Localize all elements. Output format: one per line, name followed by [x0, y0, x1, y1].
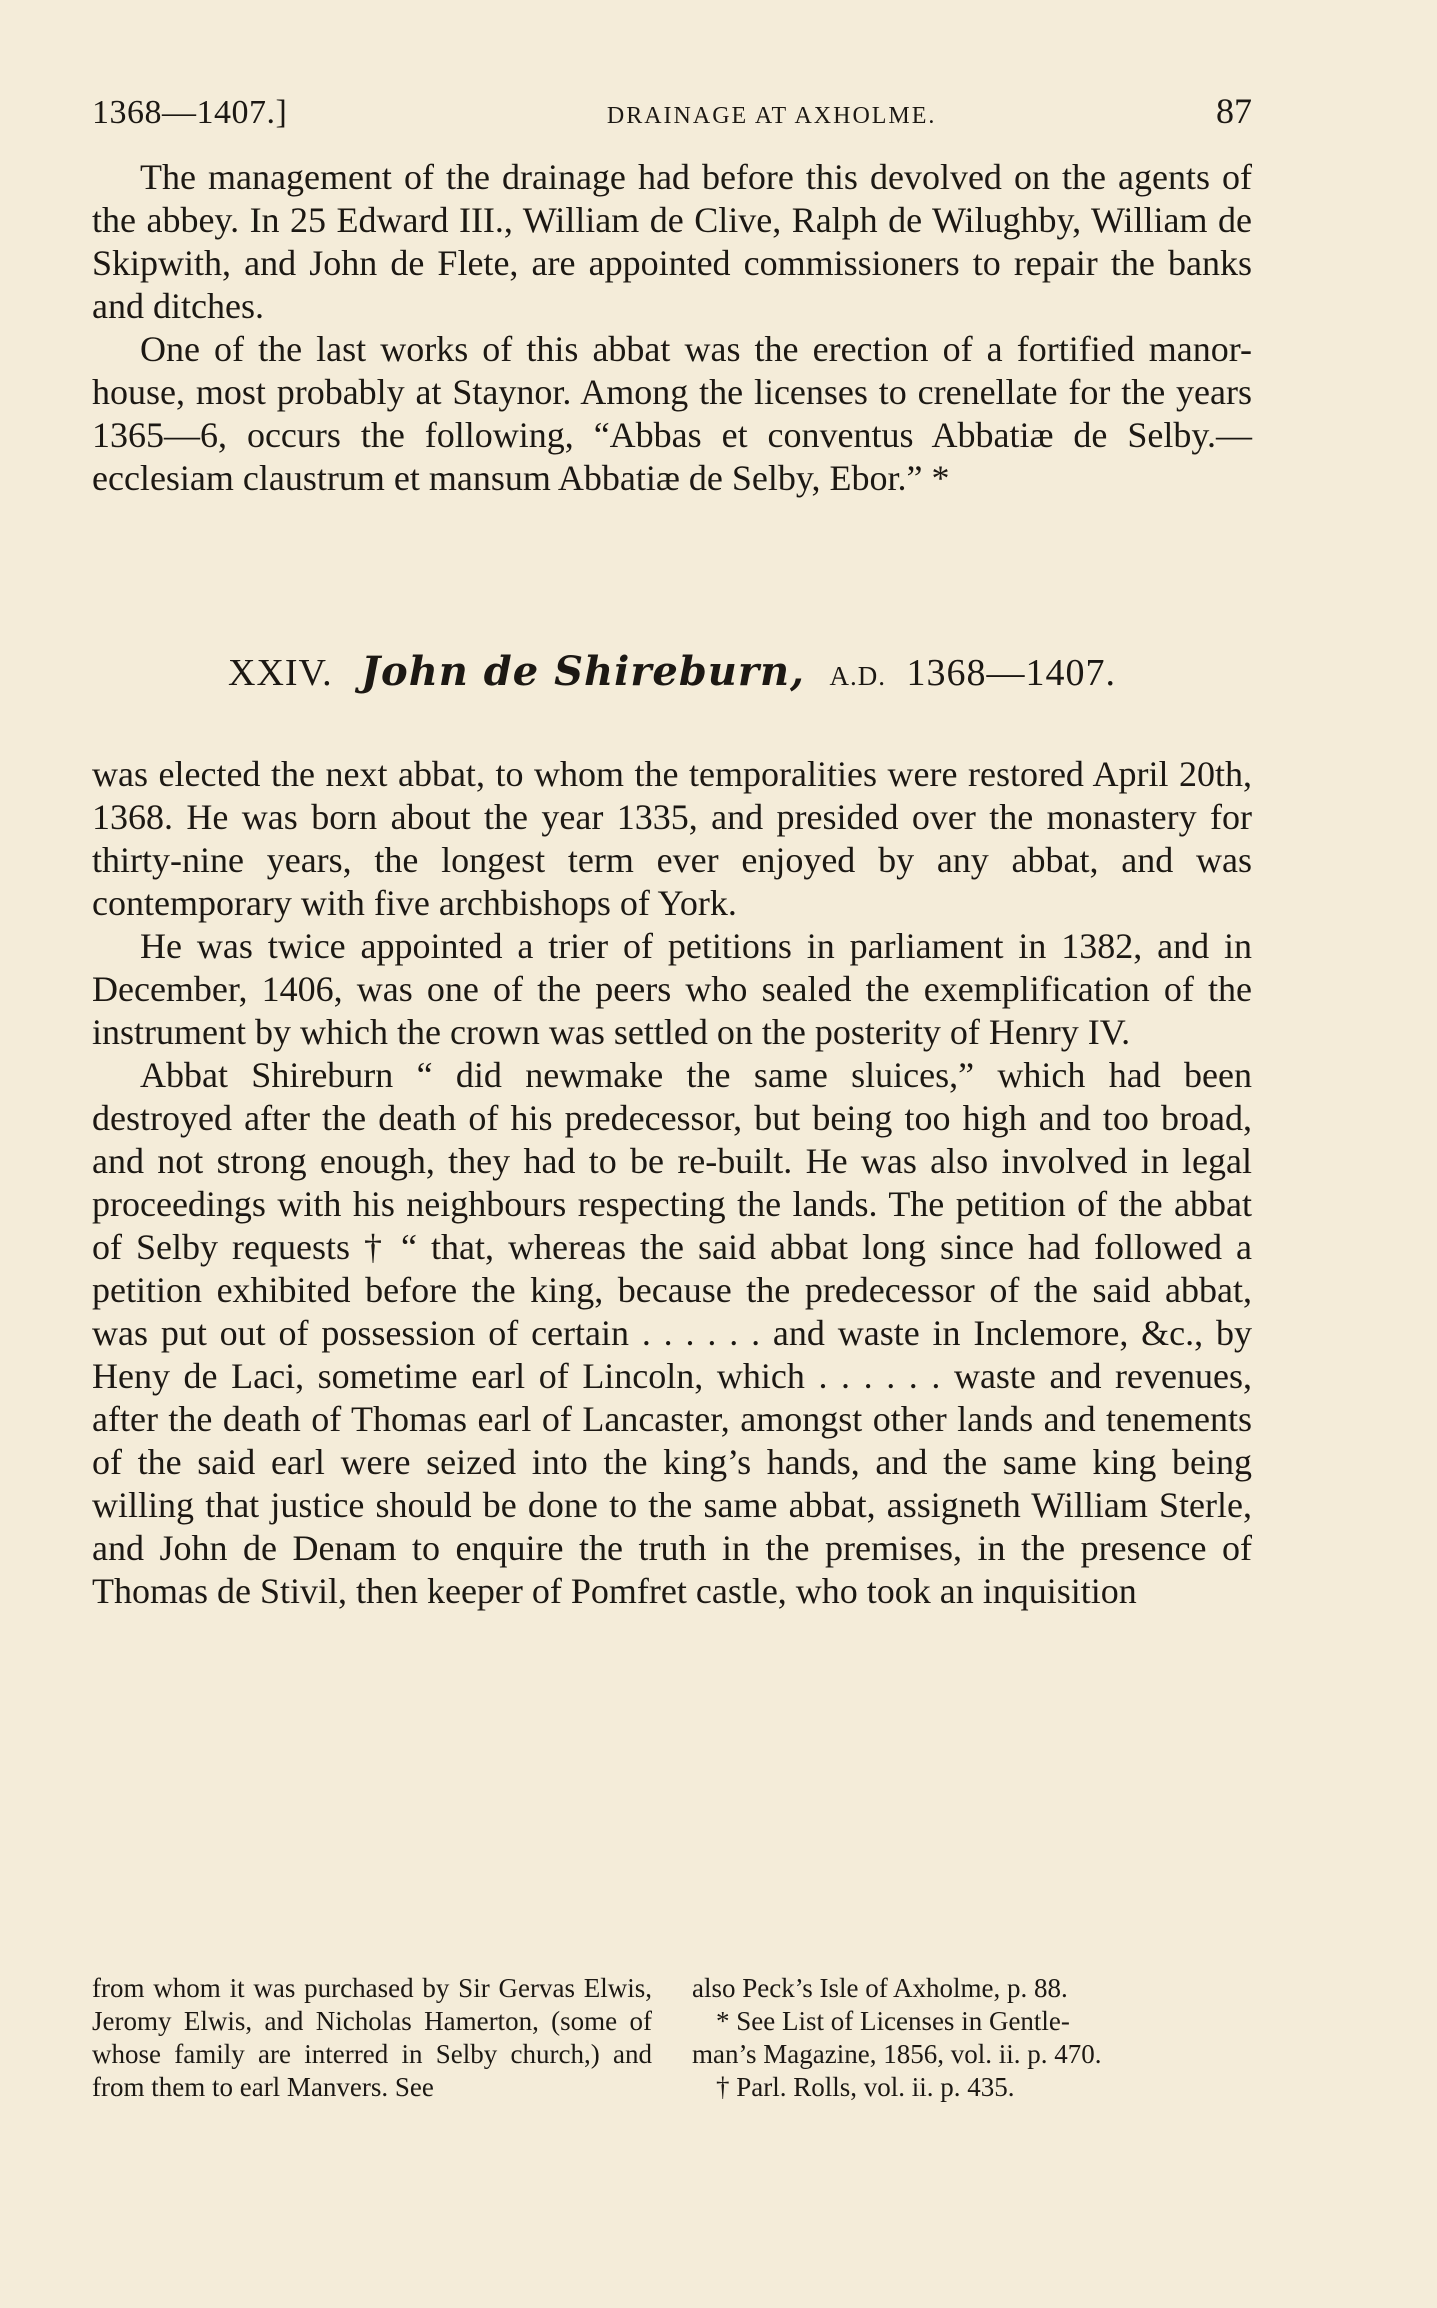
footnote-peck: also Peck’s Isle of Axholme, p. 88.	[692, 1973, 1068, 2003]
section-years: 1368—1407.	[906, 652, 1116, 694]
page-number: 87	[1215, 91, 1252, 131]
running-head-title: DRAINAGE AT AXHOLME.	[606, 103, 937, 129]
paragraph-parliament: He was twice appointed a trier of petitions in parliament in 1382, and in December, 1406, was one of the peers who sealed the exemplification of the instrument by which the crown was settled on the posterity of Henry IV.	[92, 926, 1252, 1052]
section-heading	[92, 648, 1252, 695]
running-head-years: 1368—1407.]	[92, 94, 288, 131]
running-head	[92, 90, 1252, 150]
footnote-licenses-cont: man’s Magazine, 1856, vol. ii. p. 470.	[692, 2039, 1102, 2069]
footnote-continued: from whom it was purchased by Sir Gervas Elwis, Jeromy Elwis, and Nicholas Hamerton, (some of whose family are interred in Selby church,) and from them to earl Manvers. See	[92, 1973, 652, 2102]
paragraph-election: was elected the next abbat, to whom the temporalities were restored April 20th, 1368. He was born about the year 1335, and presided over the monastery for thirty-nine years, the longest term ever enjoyed by any abbat, and was contemporary with five archbishops of York.	[92, 754, 1252, 923]
footnote-parl-rolls: † Parl. Rolls, vol. ii. p. 435.	[716, 2072, 1015, 2102]
book-page	[92, 90, 1252, 1613]
footnote-licenses: * See List of Licenses in Gentle-	[716, 2006, 1070, 2036]
abbat-name: John de Shireburn,	[361, 648, 805, 695]
section-numeral: XXIV.	[228, 652, 333, 694]
main-text	[92, 753, 1252, 1613]
paragraph-manor-house: One of the last works of this abbat was the erection of a fortified manor-house, most probably at Staynor. Among the licenses to crenellate for the years 1365—6, occurs the following, “Abbas et conventus Abbatiæ de Selby.—ecclesiam claustrum et mansum Abbatiæ de Selby, Ebor.” *	[92, 329, 1252, 498]
footnotes	[92, 1972, 1252, 2104]
anno-domini: A.D.	[829, 661, 886, 691]
paragraph-drainage: The management of the drainage had before this devolved on the agents of the abbey. In 25 Edward III., William de Clive, Ralph de Wilughby, William de Skipwith, and John de Flete, are appointed commissioners to repair the banks and ditches.	[92, 157, 1252, 326]
paragraph-sluices: Abbat Shireburn “ did newmake the same sluices,” which had been destroyed after the death of his predecessor, but being too high and too broad, and not strong enough, they had to be re-built. He was also involved in legal proceedings with his neighbours respecting the lands. The petition of the abbat of Selby requests † “ that, whereas the said abbat long since had followed a petition exhibited before the king, because the predecessor of the said abbat, was put out of possession of certain . . . . . . and waste in Inclemore, &c., by Heny de Laci, sometime earl of Lincoln, which . . . . . . waste and revenues, after the death of Thomas earl of Lancaster, amongst other lands and tenements of the said earl were seized into the king’s hands, and the same king being willing that justice should be done to the same abbat, assigneth William Sterle, and John de Denam to enquire the truth in the premises, in the presence of Thomas de Stivil, then keeper of Pomfret castle, who took an inquisition	[92, 1055, 1252, 1611]
footnote-column-left	[92, 1972, 652, 2104]
opening-text	[92, 156, 1252, 500]
footnote-column-right	[692, 1972, 1252, 2104]
